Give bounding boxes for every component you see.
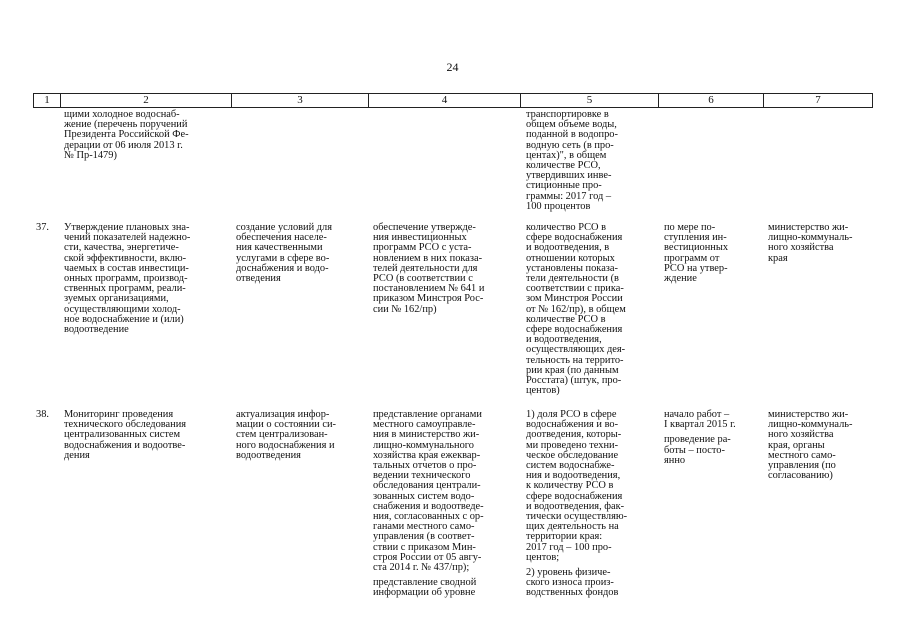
- row-37-measure: Утверждение плановых зна- чений показателей надежно- сти, качества, энергетиче- ской эффективности, вклю- чаемых в состав инвестици- онных программ, производ- ственных программ, реали- зуемых организациями, осуществляющими холод- ное водоснабжение и (или) водоотведение: [64, 222, 191, 336]
- row-38-number: 38.: [36, 409, 49, 420]
- row-38-result-part-1: представление органами местного самоуправле- ния в министерство жи- лищно-коммунального хозяйства края ежеквар- тальных отчетов о про- ведении технического обследования централи- зованных систем водо- снабжения и водоотведе- ния, согласованных с ор- ганами местного само- управления (в соответ- ствии с приказом Мин- строя России от 05 авгу- ста 2014 г. № 437/пр);: [373, 409, 484, 574]
- row-38-result-part-2: представление сводной информации об уровне: [373, 577, 477, 599]
- row-37-number: 37.: [36, 222, 49, 233]
- row-37-responsible: министерство жи- лищно-коммуналь- ного хозяйства края: [768, 222, 853, 264]
- page-number: 24: [446, 60, 459, 74]
- row-38-indicator-part-1: 1) доля РСО в сфере водоснабжения и во- доотведения, которы- ми проведено техни- ческое обследование систем водоснабже- ния и водоотведения, к количеству РСО в сфере водоснабжения и водоотведения, фак- тически осуществляю- щих деятельность на территории края: 2017 год – 100 про- центов;: [526, 409, 628, 563]
- column-header-3: 3: [231, 93, 368, 107]
- table-header-bottom-rule: [33, 107, 873, 108]
- row-38-deadline-part-1: начало работ – I квартал 2015 г.: [664, 409, 736, 431]
- row-37-result: обеспечение утвержде- ния инвестиционных программ РСО с уста- новлением в них показа- телей деятельности для РСО (в соответствии с постановлением № 641 и приказом Минстроя Рос- сии № 162/пр): [373, 222, 485, 315]
- row-38-result: [373, 410, 484, 599]
- row-38-deadline-part-2: проведение ра- боты – посто- янно: [664, 434, 731, 466]
- row-37-goal: создание условий для обеспечения населе- ния качественными услугами в сфере во- доснабжения и водо- отведения: [236, 222, 333, 285]
- column-header-6: 6: [658, 93, 763, 107]
- column-header-5: 5: [520, 93, 658, 107]
- row-38-indicator-part-2: 2) уровень физиче- ского износа произ- водственных фондов: [526, 567, 619, 599]
- row-37-indicator: количество РСО в сфере водоснабжения и водоотведения, в отношении которых установлены показа- тели деятельности (в соответствии с прика- зом Минстроя России от № 162/пр), в общем количестве РСО в сфере водоснабжения и водоотведения, осуществляющих дея- тельность на террито- рии края (по данным Росстата) (штук, про- центов): [526, 222, 626, 397]
- column-header-4: 4: [368, 93, 520, 107]
- row-38-measure: Мониторинг проведения технического обследования централизованных систем водоснабжения и водоотве- дения: [64, 409, 187, 461]
- column-header-2: 2: [60, 93, 231, 107]
- cont-cell-col5: транспортировке в общем объеме воды, поданной в водопро- водную сеть (в про- центах)", в общем количестве РСО, утвердивших инве- стиционные про- граммы: 2017 год – 100 процентов: [526, 109, 618, 212]
- row-38-indicator: [526, 410, 627, 599]
- row-38-responsible: министерство жи- лищно-коммуналь- ного хозяйства края, органы местного само- управления (по согласованию): [768, 409, 853, 482]
- row-38-deadline: [664, 410, 736, 466]
- column-header-7: 7: [763, 93, 873, 107]
- row-37-deadline: по мере по- ступления ин- вестиционных программ от РСО на утвер- ждение: [664, 222, 729, 285]
- column-header-1: 1: [33, 93, 60, 107]
- row-38-goal: актуализация инфор- мации о состоянии си- стем централизован- ного водоснабжения и водоотведения: [236, 409, 336, 461]
- cont-cell-col2: щими холодное водоснаб- жение (перечень поручений Президента Российской Фе- дерации от 06 июля 2013 г. № Пр-1479): [64, 109, 189, 161]
